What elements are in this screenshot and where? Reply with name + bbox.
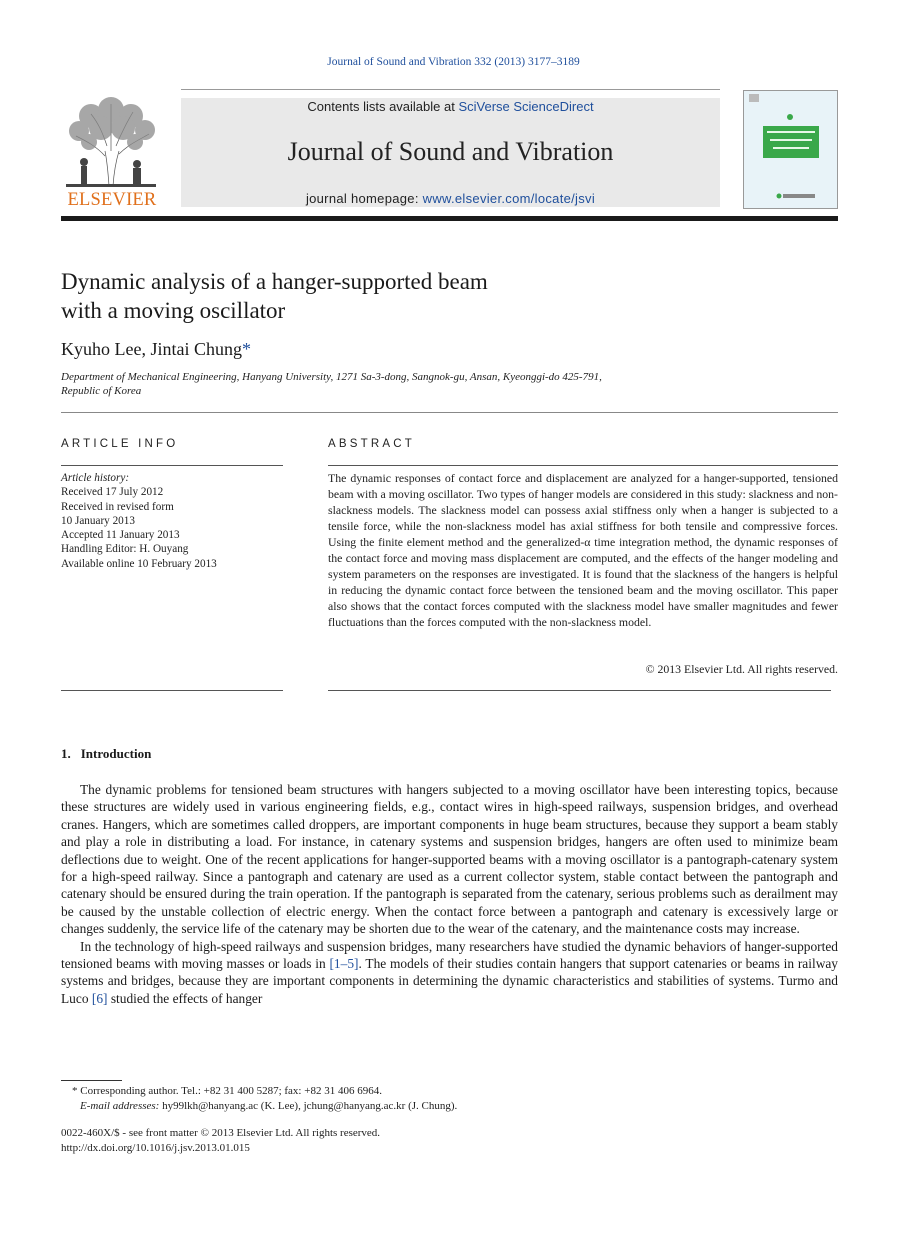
introduction-body: [61, 781, 838, 1007]
abstract-text: The dynamic responses of contact force and displacement are analyzed for a hanger-supported, tensioned beam with a moving oscillator. Two types of hanger models are considered in this study: slackness and non-slackness models. The slackness model can possess axial stiffness only when a hanger is subjected to a tensile force, while the non-slackness model has axial stiffness for both tensile and compressive forces. Using the finite element method and the generalized-α time integration method, the dynamic responses of the contact force and moving mass displacement are computed, and the effects of the hanger modeling and system parameters on the responses are investigated. It is found that the slackness of the hangers is helpful in reducing the dynamic contact force between the tensioned beam and the moving oscillator. This paper also shows that the contact forces computed with the slackness model have smaller magnitudes and fewer fluctuations than the forces computed with the non-slackness model.: [328, 471, 838, 629]
homepage-link[interactable]: www.elsevier.com/locate/jsvi: [422, 191, 596, 206]
footnote-rule: [61, 1080, 122, 1081]
history-item: 10 January 2013: [61, 514, 135, 527]
article-history: [61, 471, 286, 571]
header-divider: [61, 412, 838, 413]
article-title-line-1: Dynamic analysis of a hanger-supported beam: [61, 269, 488, 294]
paragraph-text: studied the effects of hanger: [107, 990, 263, 1006]
running-head[interactable]: Journal of Sound and Vibration 332 (2013) 3177–3189: [327, 56, 580, 68]
email-addresses[interactable]: hy99lkh@hanyang.ac (K. Lee), jchung@hanyang.ac.kr (J. Chung).: [159, 1100, 458, 1112]
article-info-heading: ARTICLE INFO: [61, 438, 179, 450]
article-info-top-rule: [61, 465, 283, 466]
section-heading-introduction: [61, 746, 151, 762]
abstract-top-rule: [328, 465, 838, 466]
email-footnote: [80, 1099, 857, 1114]
affiliation-line-2: Republic of Korea: [61, 385, 142, 397]
corresponding-author-footnote: * Corresponding author. Tel.: +82 31 400 5287; fax: +82 31 406 6964.: [72, 1085, 382, 1097]
authors-names: Kyuho Lee, Jintai Chung: [61, 339, 242, 359]
homepage-prefix: journal homepage:: [305, 191, 423, 206]
paragraph: [61, 938, 838, 1008]
affiliation-line-1: Department of Mechanical Engineering, Hanyang University, 1271 Sa-3-dong, Sangnok-gu, Ansan, Kyeonggi-do 425-791,: [61, 371, 602, 383]
article-info-bottom-rule: [61, 690, 283, 691]
paragraph: The dynamic problems for tensioned beam structures with hangers subjected to a moving oscillator have been interesting topics, because these structures are widely used in various engineering fields, e.g., contact wires in high-speed railways, suspension bridges, and overhead cranes. Hangers, which are sometimes called droppers, are important components in huge beam structures, because they support a beam stably and play a role in distributing a load. For instance, in catenary systems and suspension bridges, hangers are often used to minimize beam deflections due to weight. One of the recent applications for hanger-supported beams with a moving oscillator is a pantograph-catenary system for a high-speed railway. Since a pantograph and catenary are used as a current collector system, stable contact between the pantograph and catenary should be ensured during the train operation. If the pantograph is separated from the catenary, serious problems such as derailment may be caused by the unstable collection of electric energy. When the contact force between a pantograph and catenary is excessively large or changes suddenly, the service life of the catenary may be shorten due to the wear of the catenary, and the maintenance costs may increase.: [61, 782, 838, 937]
masthead-top-rule: [181, 89, 720, 90]
paragraph-text: In the technology of high-speed railways and suspension bridges, many researchers have studied the dynamic behaviors of hanger-supported tensioned beams with moving masses or loads in: [61, 938, 838, 972]
author-list: [61, 339, 251, 360]
abstract-copyright: © 2013 Elsevier Ltd. All rights reserved.: [645, 662, 838, 676]
homepage-line: [181, 191, 720, 206]
history-item: Received 17 July 2012: [61, 486, 164, 499]
history-item: Received in revised form: [61, 500, 174, 513]
corresponding-author-mark[interactable]: *: [241, 339, 251, 359]
issn-line: 0022-460X/$ - see front matter © 2013 Elsevier Ltd. All rights reserved.: [61, 1127, 381, 1139]
affiliation: [61, 370, 701, 398]
journal-masthead: [181, 98, 720, 207]
article-title: [61, 267, 761, 325]
doi-link[interactable]: http://dx.doi.org/10.1016/j.jsv.2013.01.015: [61, 1142, 250, 1154]
abstract-bottom-rule: [328, 690, 831, 691]
section-number: 1.: [61, 746, 71, 761]
history-label: Article history:: [61, 472, 130, 484]
citation-link[interactable]: [6]: [91, 990, 108, 1006]
contents-line: [181, 98, 720, 115]
email-label: E-mail addresses:: [80, 1100, 160, 1112]
history-item: Available online 10 February 2013: [61, 557, 217, 570]
section-title: Introduction: [80, 746, 152, 761]
masthead-divider: [61, 216, 838, 221]
abstract-heading: ABSTRACT: [328, 438, 415, 450]
paragraph-text: . The models of their studies contain hangers that support catenaries or beams in railway systems and bridges, because they are important components in determining the dynamic characteristics and stabilities of systems. Turmo and Luco: [61, 956, 839, 1006]
elsevier-wordmark: ELSEVIER: [67, 190, 157, 210]
article-title-line-2: with a moving oscillator: [61, 298, 286, 323]
journal-title: Journal of Sound and Vibration: [287, 137, 614, 166]
sciencedirect-link[interactable]: SciVerse ScienceDirect: [458, 99, 594, 114]
contents-prefix: Contents lists available at: [307, 99, 459, 114]
history-item: Accepted 11 January 2013: [61, 529, 180, 542]
journal-cover-thumbnail[interactable]: [743, 90, 838, 209]
citation-link[interactable]: [1–5]: [329, 956, 359, 972]
history-item: Handling Editor: H. Ouyang: [61, 543, 189, 556]
